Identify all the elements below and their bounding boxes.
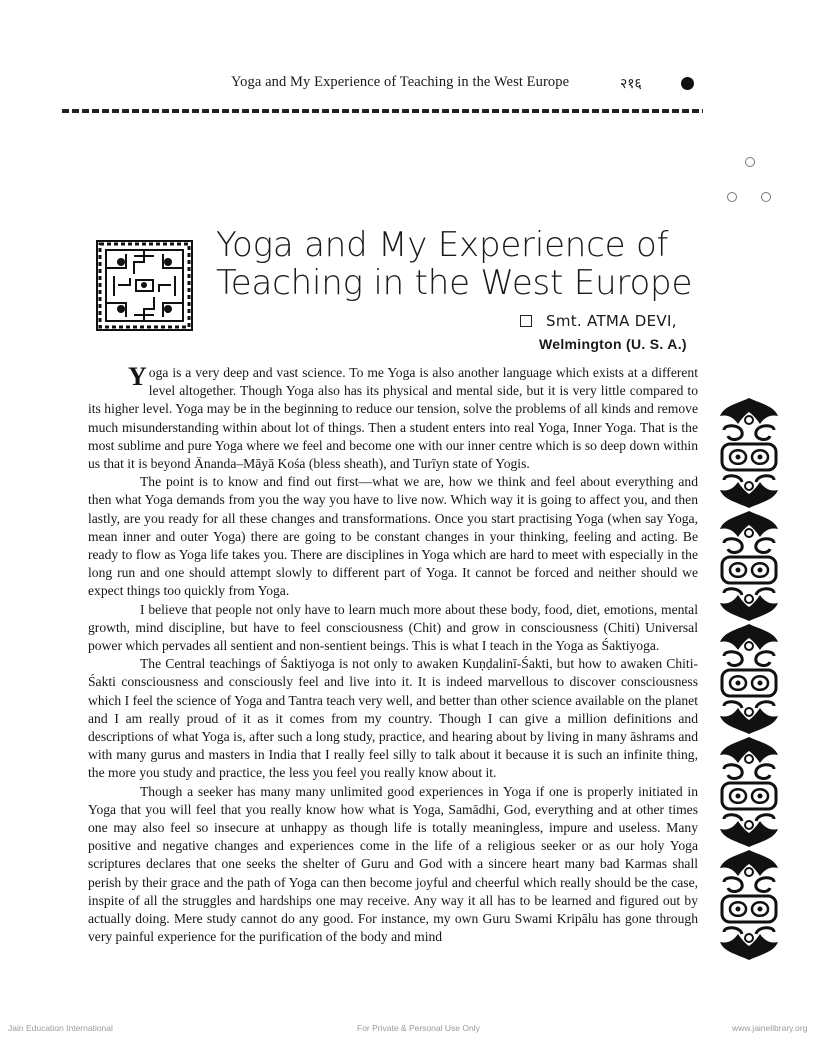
footer-center: For Private & Personal Use Only <box>357 1023 480 1033</box>
footer-left: Jain Education International <box>8 1023 113 1033</box>
paragraph-text: oga is a very deep and vast science. To me Yoga is also another language which exists at a different level altogether. Though Yoga also has its physical and mental side, but it is very little compared to its higher level. Yoga may be in the beginning to reduce our tension, solve the problems of all kinds and remove much misunderstanding within about lot of things. Then a student enters into real Yoga, Inner Yoga. That is the most sublime and pure Yoga where we feel and become one with our inner centre which is so deep down within us that it is beyond Ānanda–Māyā Kośa (bless sheath), and Turīyn state of Yogis. <box>88 365 698 472</box>
punch-hole-icon <box>727 192 737 202</box>
bullet-icon <box>681 77 694 90</box>
paragraph <box>88 364 698 473</box>
floral-border-ornament-icon <box>716 396 782 961</box>
running-title: Yoga and My Experience of Teaching in the West Europe <box>231 74 570 90</box>
paragraph: Though a seeker has many many unlimited good experiences in Yoga if one is properly initiated in Yoga that you will feel that you really know how what is Yoga, Samādhi, God, everything and at other times one may also feel so insecure at unhappy as though life is totally meaningless, impure and useless. Many positive and negative changes and experiences come in the life of a religious seeker or as our holy Yoga scriptures declares that one seeks the shelter of Guru and God with a sincere heart many bad Karmas shall perish by their grace and the path of Yoga can then become joyful and cheerful which really should be the case, inspite of all the struggles and hardships one may receive. Any way it all has to be learned and figured out by actually doing. Mere study cannot do any good. For instance, my own Guru Swami Kripālu has gone through very painful experience for the purification of the body and mind <box>88 783 698 945</box>
article-title-line: Teaching in the West Europe <box>216 263 693 303</box>
dashed-divider <box>62 109 703 113</box>
running-header <box>0 72 828 96</box>
article-body <box>88 364 698 947</box>
title-maze-ornament-icon <box>96 240 193 331</box>
byline <box>520 312 760 352</box>
paragraph: The point is to know and find out first—what we are, how we think and feel about everything and then what Yoga demands from you the way you have to live now. Which way it is going to affect you, and then lastly, are you ready for all these changes and transformations. Once you start practising Yoga (when say Yoga, mean inner and outer Yoga) there are going to be constant changes in your thinking, feeling and acting. Be ready to flow as Yoga life takes you. There are disciplines in Yoga which are hard to meet with especially in the long run and one should attempt slowly to different part of Yoga. It cannot be forced and neither should we expect things too quickly from Yoga. <box>88 474 698 599</box>
paragraph: I believe that people not only have to learn much more about these body, food, diet, emotions, mental growth, mind discipline, but have to feel consciousness (Chit) and grow in consciousness (Chiti) Universal power which pervades all sentient and non-sentient beings. This is what I teach in the Yoga as Śaktiyoga. <box>88 601 698 654</box>
paragraph: The Central teachings of Śaktiyoga is not only to awaken Kuṇḍalinī-Śakti, but how to awaken Chiti-Śakti consciousness and consciously feel and live into it. It is indeed marvellous to discover consciousness which I feel the science of Yoga and Tantra teach very well, and better than other science available on the planet and I am really proud of it as it comes from my country. Though I can give a million definitions and descriptions of what Yoga is, after such a long study, practice, and hearing about by living in many āshrams and with many gurus and masters in India that I really feel silly to talk about it because it is such an infinite thing, the more you study and practice, the less you feel you really know about it. <box>88 656 698 781</box>
article-title-line: Yoga and My Experience of <box>216 225 669 265</box>
punch-hole-icon <box>761 192 771 202</box>
punch-hole-icon <box>745 157 755 167</box>
footer-right: www.jainelibrary.org <box>732 1023 808 1033</box>
author-location: Welmington (U. S. A.) <box>539 336 687 352</box>
author-name: Smt. ATMA DEVI, <box>546 312 677 330</box>
checkbox-square-icon <box>520 315 532 327</box>
drop-cap: Y <box>128 362 147 391</box>
article-title <box>216 226 736 302</box>
page-number: २१६ <box>620 77 642 92</box>
